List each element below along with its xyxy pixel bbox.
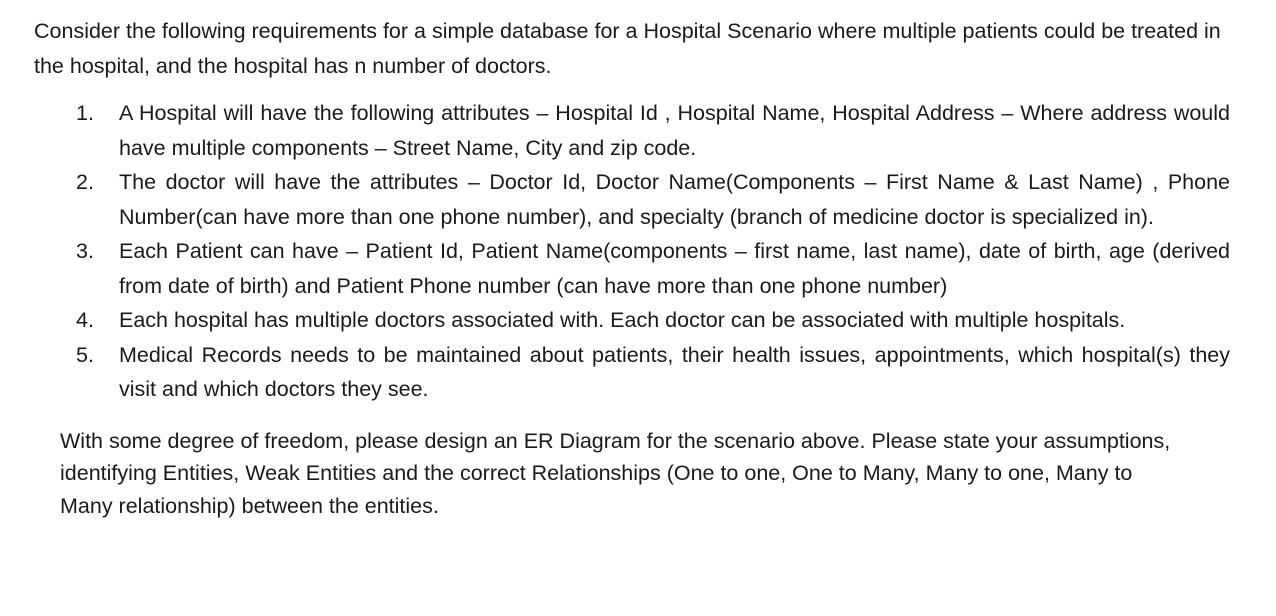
list-item-number: 2. (76, 170, 94, 194)
list-item (76, 165, 1230, 234)
list-item (76, 338, 1230, 407)
list-item-number: 5. (76, 342, 94, 367)
list-item-text: Medical Records needs to be maintained about patients, their health issues, appointments, which hospital(s) they visit and which doctors they see. (119, 342, 1230, 401)
list-item-text: Each hospital has multiple doctors associated with. Each doctor can be associated with multiple hospitals. (119, 308, 1126, 332)
list-item-text: The doctor will have the attributes – Doctor Id, Doctor Name(Components – First Name & Last Name) , Phone Number(can have more than one phone number), and specialty (branch of medicine doctor is specialized in). (119, 170, 1230, 229)
list-item (76, 303, 1230, 338)
intro-paragraph: Consider the following requirements for a simple database for a Hospital Scenario where multiple patients could be treated in the hospital, and the hospital has n number of doctors. (34, 19, 1221, 78)
list-item (76, 234, 1230, 303)
list-item-number: 1. (76, 101, 94, 125)
list-item-number: 4. (76, 308, 94, 332)
document (34, 14, 1230, 522)
closing-paragraph: With some degree of freedom, please design an ER Diagram for the scenario above. Please state your assumptions, identifying Entities, Weak Entities and the correct Relationships (One to one, One to Many, Many to one, Many to Many relationship) between the entities. (60, 428, 1171, 518)
list-item-text: A Hospital will have the following attributes – Hospital Id , Hospital Name, Hospital Address – Where address would have multiple components – Street Name, City and zip code. (119, 101, 1230, 160)
list-item-number: 3. (76, 239, 94, 263)
requirements-list (34, 96, 1230, 407)
list-item-text: Each Patient can have – Patient Id, Patient Name(components – first name, last name), date of birth, age (derived from date of birth) and Patient Phone number (can have more than one phone number) (119, 239, 1230, 298)
list-item (76, 96, 1230, 165)
